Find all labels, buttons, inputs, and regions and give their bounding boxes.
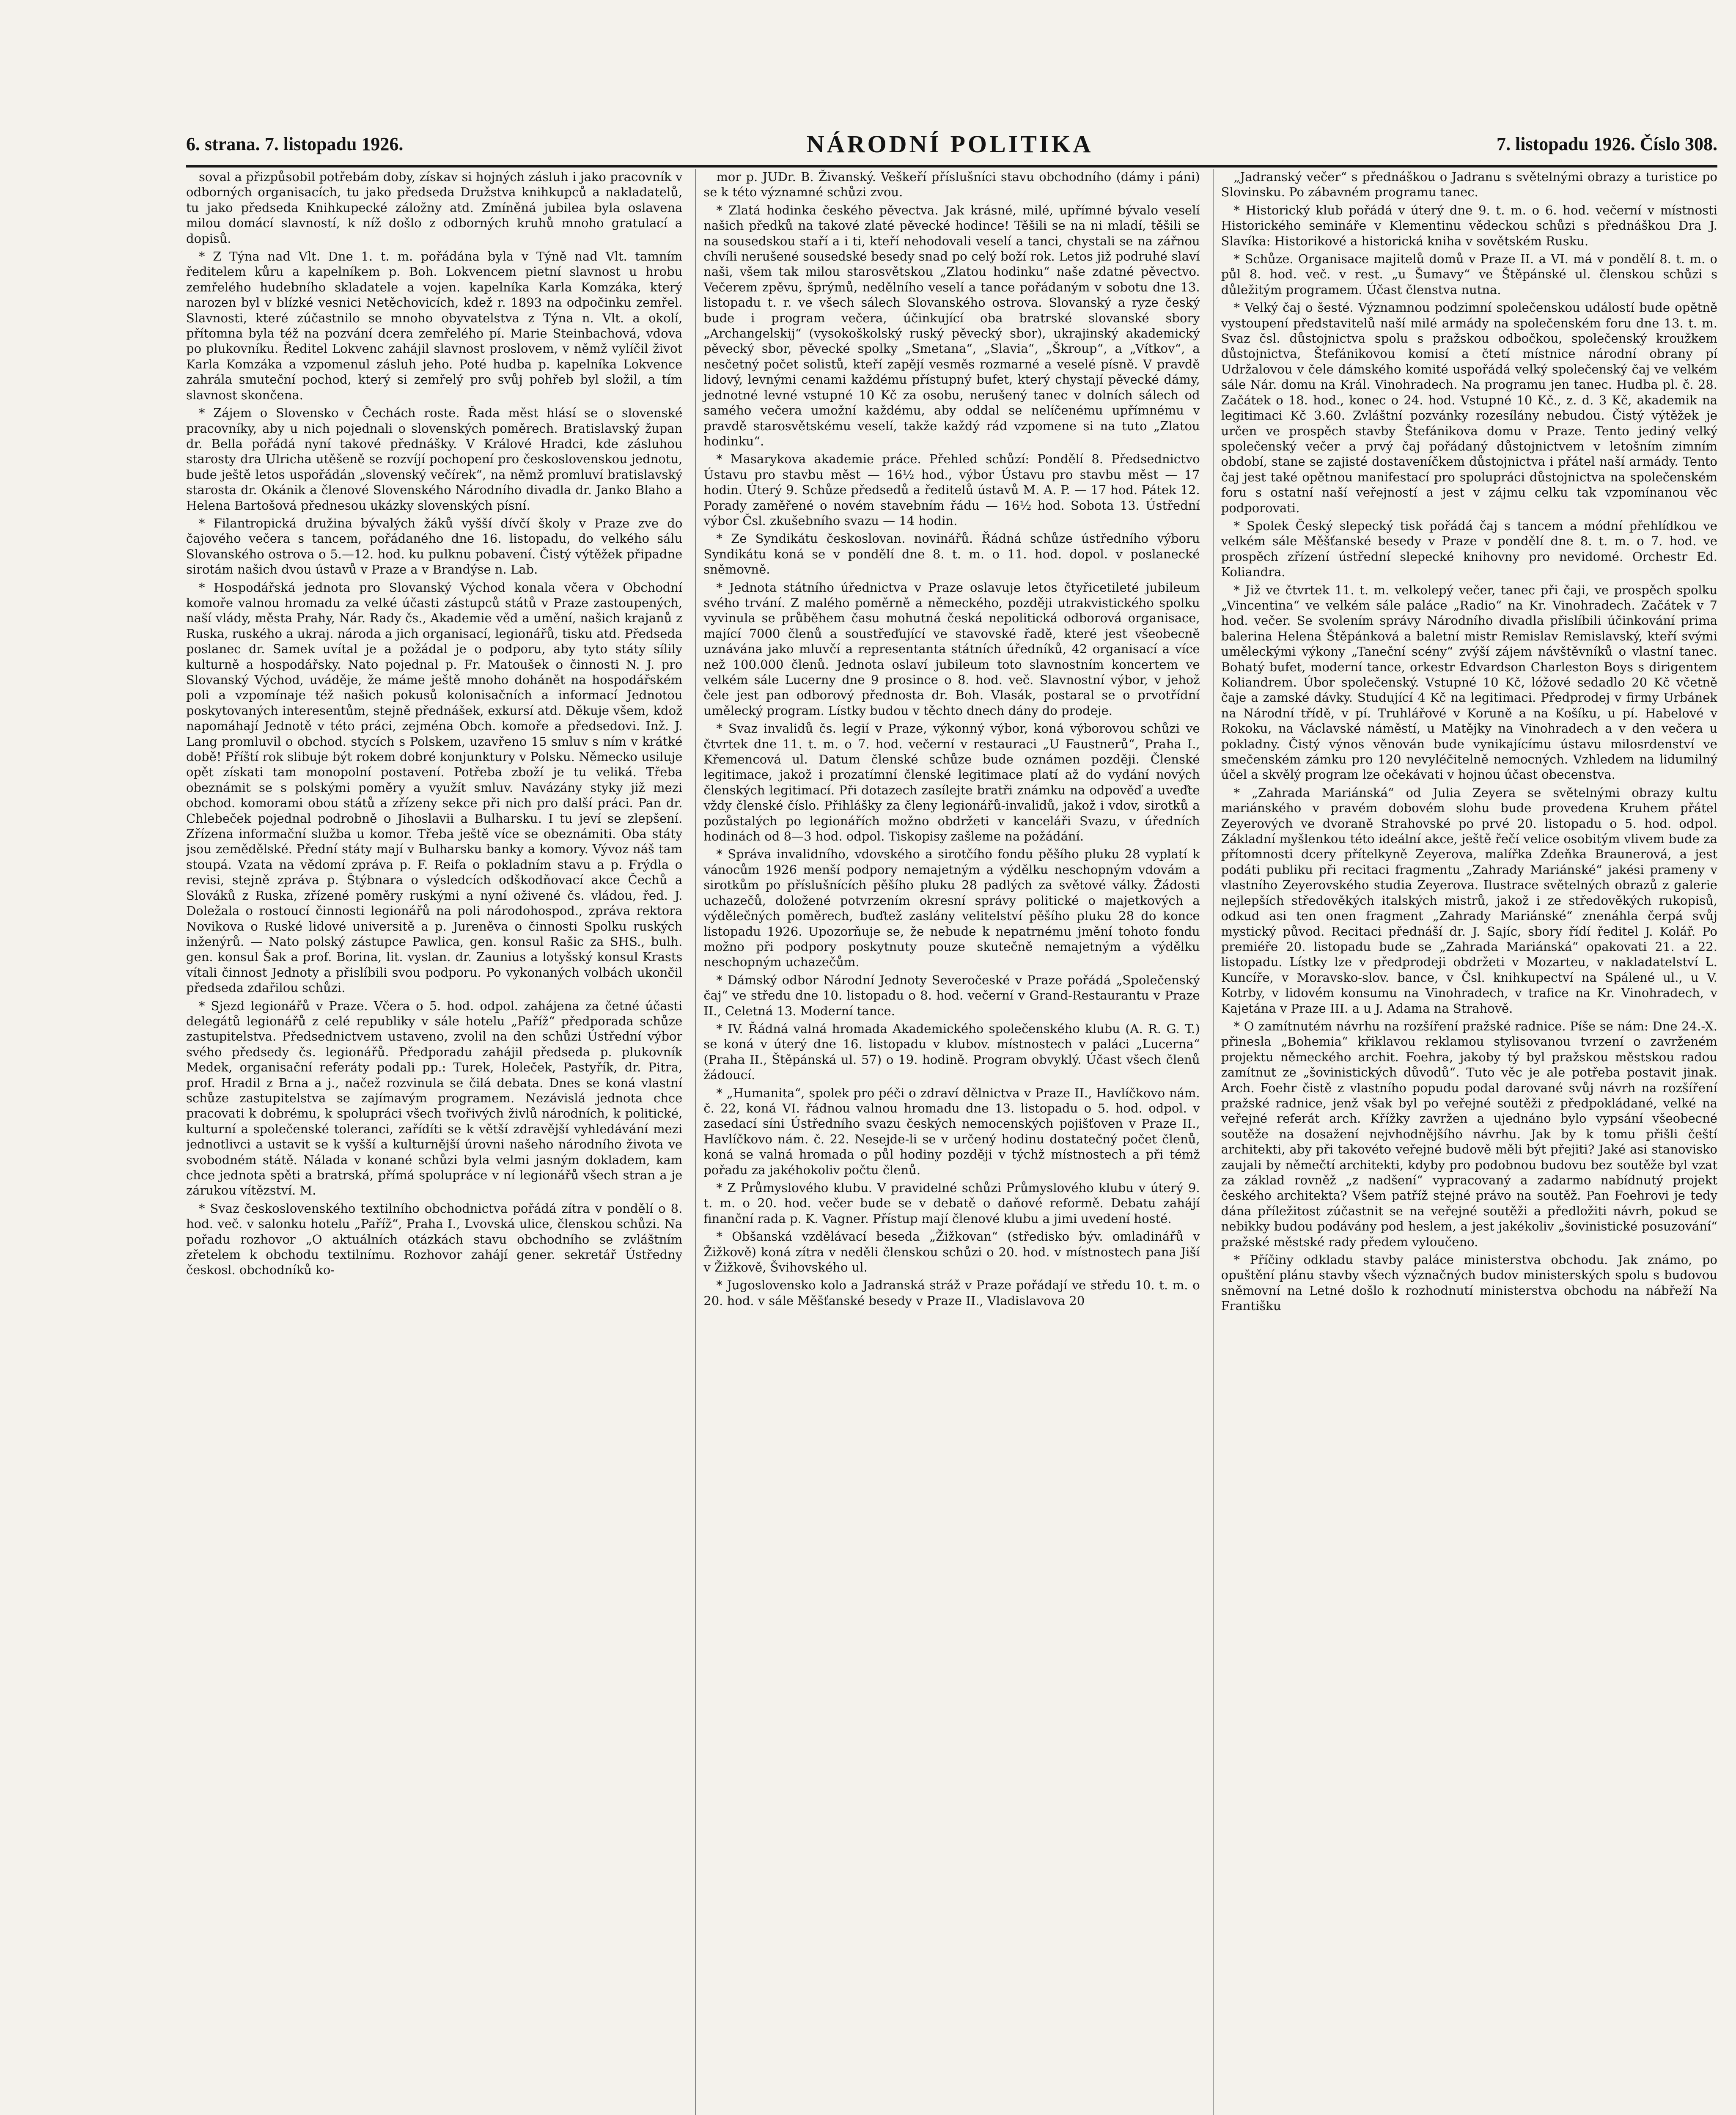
article-paragraph: * Velký čaj o šesté. Významnou podzimní společenskou událostí bude opětně vystoupení představitelů naší milé armády na společenském foru dne 13. t. m. Svaz čsl. důstojnictva spolu s pražskou odbočkou, společenský kroužkem důstojnictva, Štefánikovou komisí a čtetí místnice národní obrany pí Udržalovou v čele dámského komité uspořádá velký společenský čaj ve velkém sále Nár. domu na Král. Vinohradech. Na programu jen tanec. Hudba pl. č. 28. Začátek o 18. hod., konec o 24. hod. Vstupné 10 Kč., z. d. 3 Kč, akademik na legitimaci Kč 3.60. Zvláštní pozvánky rozesílány nebudou. Čistý výtěžek je určen ve prospěch stavby Štefánikova domu v Praze. Tento jediný velký společenský večer a prvý čaj pořádaný důstojnictvem v letošním zimním období, stane se zajisté dostaveníčkem důstojnictva i přátel naší armády. Tento čaj jest také opětnou manifestací pro spolupráci důstojnictva na společenském foru s ostatní naší veřejností a jest v zájmu celku tak vzpomínanou věc podporovati. xyxy=(1221,300,1717,515)
article-paragraph: * Z Průmyslového klubu. V pravidelné schůzi Průmyslového klubu v úterý 9. t. m. o 20. hod. večer bude se v debatě o daňové reformě. Debatu zahájí finanční rada p. K. Vagner. Přístup mají členové klubu a jimi uvedení hosté. xyxy=(703,1181,1200,1226)
article-paragraph: * O zamítnutém návrhu na rozšíření pražské radnice. Píše se nám: Dne 24.-X. přinesla „Bohemia“ křiklavou reklamou stylisovanou tvrzení o zavrženém projektu německého archit. Foehra, jakoby tý byl pražskou městskou radou zamítnut ze „šovinistických důvodů“. Tuto věc je ale potřeba postavit jinak. Arch. Foehr čistě z vlastního popudu podal darované svůj návrh na rozšíření pražské radnice, jenž však byl po veřejné soutěži z předpokládané, velké na veřejné referát arch. Křížky zavržen a ujednáno bylo vypsání všeobecné soutěže na dosažení nejvhodnějšího návrhu. Jak by k tomu přišli čeští architekti, aby při takovéto veřejné budově měli být přejiti? Jaké asi stanovisko zaujali by němečtí architekti, kdyby pro podobnou budovu bez soutěže byl vzat za základ rovněž „z nadšení“ vypracovaný a zadarmo nabídnutý projekt českého architekta? Všem patříž stejné právo na soutěž. Pan Foehrovi je tedy dána příležitost zúčastnit se na veřejné soutěži a předložiti návrh, pokud se nebikky budou podávány pod heslem, a jest jakékoliv „šovinistické posuzování“ pražské městské rady předem vyloučeno. xyxy=(1221,1019,1717,1249)
column-2 xyxy=(695,169,1200,2115)
columns xyxy=(186,169,1717,2115)
article-paragraph: * Hospodářská jednota pro Slovanský Východ konala včera v Obchodní komoře valnou hromadu za velké účasti zástupců států v Praze zastoupených, naší vlády, města Prahy, Nár. Rady čs., Akademie věd a umění, našich krajanů z Ruska, ruského a ukraj. národa a jich organisací, legionářů, tisku atd. Předseda poslanec dr. Samek uvítal je a požádal je o podporu, aby tyto státy sílily kulturně a hospodářsky. Nato pojednal p. Fr. Matoušek o činnosti N. J. pro Slovanský Východ, uváděje, že máme ještě mnoho dohánět na hospodářském poli a vzpomínaje též našich pokusů kolonisačních a informací Jednotou poskytovaných interesentům, stejně přednášek, exkursí atd. Děkuje všem, kdož napomáhají Jednotě v této práci, zejména Obch. komoře a předsedovi. Inž. J. Lang promluvil o obchod. stycích s Polskem, uzavřeno 15 smluv s ním v krátké době! Příští rok slibuje být rokem dobré konjunktury v Polsku. Německo usiluje opět získati tam monopolní postavení. Potřeba zboží je tu veliká. Třeba obeznámit se s polskými poměry a využít smluv. Navázány styky již mezi obchod. komorami obou států a zřízeny sekce při nich pro další práci. Pan dr. Chlebeček pojednal podrobně o Jihoslavii a Bulharsku. I tu jeví se zlepšení. Zřízena informační služba u komor. Třeba ještě více se obeznámiti. Oba státy jsou zemědělské. Přední státy mají v Bulharsku banky a komory. Vývoz náš tam stoupá. Vzata na vědomí zpráva p. F. Reifa o pokladním stavu a p. Frýdla o revisi, stejně zpráva p. Štýbnara o výsledcích odškodňovací akce Čechů a Slováků z Ruska, zřízené poměry ruskými a nyní oživené čs. vládou, řed. J. Doležala o rostoucí činnosti legionářů na poli národohospod., zpráva rektora Novikova o Ruské lidové universitě a p. Jureněva o činnosti Spolku ruských inženýrů. — Nato polský zástupce Pawlica, gen. konsul Rašic za SHS., bulh. gen. konsul Šak a prof. Borina, lit. vyslan. dr. Zaunius a lotyšský konsul Krasts vítali činnost Jednoty a přislíbili svou podporu. Po vykonaných volbách ukončil předseda zdařilou schůzi. xyxy=(186,580,683,995)
article-paragraph: * Spolek Český slepecký tisk pořádá čaj s tancem a módní přehlídkou ve velkém sále Měšťanské besedy v Praze v pondělí dne 8. t. m. o 7. hod. ve prospěch zřízení ústřední slepecké knihovny pro nevidomé. Orchestr Ed. Koliandra. xyxy=(1221,518,1717,580)
column-1 xyxy=(186,169,682,2115)
article-paragraph: * Svaz československého textilního obchodnictva pořádá zítra v pondělí o 8. hod. več. v salonku hotelu „Paříž“, Praha I., Lvovská ulice, členskou schůzi. Na pořadu rozhovor „O aktuálních otázkách stavu obchodního se zvláštním zřetelem k obchodu textilnímu. Rozhovor zahájí gener. sekretář Ústředny českosl. obchodníků ko- xyxy=(186,1201,683,1277)
article-paragraph: * Jugoslovensko kolo a Jadranská stráž v Praze pořádají ve středu 10. t. m. o 20. hod. v sále Měšťanské besedy v Praze II., Vladislavova 20 xyxy=(703,1278,1200,1308)
article-paragraph: * Historický klub pořádá v úterý dne 9. t. m. o 6. hod. večerní v místnosti Historického semináře v Klementinu vědeckou schůzi s přednáškou Dra J. Slavíka: Historikové a historická kniha v sovětském Rusku. xyxy=(1221,203,1717,248)
article-paragraph: * IV. Řádná valná hromada Akademického společenského klubu (A. R. G. T.) se koná v úterý dne 16. listopadu v klubov. místnostech v paláci „Lucerna“ (Praha II., Štěpánská ul. 57) o 19. hodině. Program obvyklý. Účast všech členů žádoucí. xyxy=(703,1021,1200,1082)
page-header xyxy=(186,127,1717,168)
header-right: 7. listopadu 1926. Číslo 308. xyxy=(1497,133,1717,154)
article-paragraph: soval a přizpůsobil potřebám doby, získav si hojných zásluh i jako pracovník v odborných organisacích, tu jako předseda Družstva knihkupců a nakladatelů, tu jako předseda Knihkupecké záložny atd. Zmíněná jubilea byla oslavena milou domácí slavností, k níž došlo z odborných kruhů mnoho gratulací a dopisů. xyxy=(186,170,683,246)
article-paragraph: * Příčiny odkladu stavby paláce ministerstva obchodu. Jak známo, po opuštění plánu stavby všech význačných budov ministerských spolu s budovou sněmovní na Letné došlo k rozhodnutí ministerstva obchodu na nábřeží Na Františku xyxy=(1221,1253,1717,1313)
article-paragraph: * Již ve čtvrtek 11. t. m. velkolepý večer, tanec při čaji, ve prospěch spolku „Vincentina“ ve velkém sále paláce „Radio“ na Kr. Vinohradech. Začátek v 7 hod. večer. Se svolením správy Národního divadla přislíbili účinkování prima balerina Helena Štěpánková a baletní mistr Remislav Remislavský, kteří svými uměleckými výkony „Taneční scény“ zvýší zájem návštěvníků o vlastní tanec. Bohatý bufet, moderní tance, orkestr Edvardson Charleston Boys s dirigentem Koliandrem. Úbor společenský. Vstupné 10 Kč, lóžové sedadlo 20 Kč včetně čaje a zamské dávky. Studující 4 Kč na legitimaci. Předprodej v firmy Urbánek na Národní třídě, v pí. Truhlářové v Koruně a na Košíku, u pí. Habelové v Rokoku, na Václavské náměstí, u Matějky na Vinohradech a v den večera u pokladny. Čistý výnos věnován bude vynikajícímu ústavu milosrdenství ve smečenském zámku pro 120 nevyléčitelně nemocných. Vzhledem na lidumilný účel a skvělý program lze očekávati v hojnou účast obecenstva. xyxy=(1221,582,1717,782)
newspaper-title: NÁRODNÍ POLITIKA xyxy=(806,130,1093,158)
article-paragraph: * Filantropická družina bývalých žáků vyšší dívčí školy v Praze zve do čajového večera s tancem, pořádaného dne 16. listopadu, do velkého sálu Slovanského ostrova o 5.—12. hod. ku pulknu pobavení. Čistý výtěžek připadne sirotám našich dvou ústavů v Praze a v Brandýse n. Lab. xyxy=(186,516,683,577)
article-paragraph: * Obšanská vzdělávací beseda „Žižkovan“ (středisko býv. omladinářů v Žižkově) koná zítra v neděli členskou schůzi o 20. hod. v místnostech pana Jiší v Žižkově, Švihovského ul. xyxy=(703,1229,1200,1275)
article-paragraph: * Svaz invalidů čs. legií v Praze, výkonný výbor, koná výborovou schůzi ve čtvrtek dne 11. t. m. o 7. hod. večerní v restauraci „U Faustnerů“, Praha I., Křemencová ul. Datum členské schůze bude oznámen později. Členské legitimace, jakož i prozatímní členské legitimace platí až do vydání nových členských legitimací. Při dotazech zasílejte bratři známku na odpověď a uveďte vždy členské číslo. Přihlášky za členy legionářů-invalidů, jakož i vdov, sirotků a pozůstalých po legionářích možno obdržeti v kanceláři Svazu, v úředních hodinách od 8—3 hod. odpol. Tiskopisy zašleme na požádání. xyxy=(703,721,1200,844)
article-paragraph: * Z Týna nad Vlt. Dne 1. t. m. pořádána byla v Týně nad Vlt. tamním ředitelem kůru a kapelníkem p. Boh. Lokvencem pietní slavnost u hrobu zemřelého hudebního skladatele a vojen. kapelníka Karla Komzáka, který narozen byl v blízké vesnici Netěchovicích, kdež r. 1893 na odpočinku zemřel. Slavnosti, které zúčastnilo se mnoho obyvatelstva z Týna n. Vlt. a okolí, přítomna byla též na pozvání dcera zemřelého pí. Marie Steinbachová, vdova po plukovníku. Ředitel Lokvenc zahájil slavnost proslovem, v němž vylíčil život Karla Komzáka a vzpomenul zásluh jeho. Poté hudba p. kapelníka Lokvence zahrála smuteční pochod, který si zemřelý pro svůj pohřeb byl složil, a tím slavnost skončena. xyxy=(186,249,683,402)
article-paragraph: * „Humanita“, spolek pro péči o zdraví dělnictva v Praze II., Havlíčkovo nám. č. 22, koná VI. řádnou valnou hromadu dne 13. listopadu o 5. hod. odpol. v zasedací síni Ústředního svazu českých nemocenských pojišťoven v Praze II., Havlíčkovo nám. č. 22. Nesejde-li se v určený hodinu dostatečný počet členů, koná se valná hromada o půl hodiny později v týchž místnostech a při témž pořadu za jakéhokoliv počtu členů. xyxy=(703,1085,1200,1177)
article-paragraph: * Masarykova akademie práce. Přehled schůzí: Pondělí 8. Předsednictvo Ústavu pro stavbu měst — 16½ hod., výbor Ústavu pro stavbu měst — 17 hodin. Úterý 9. Schůze předsedů a ředitelů ústavů M. A. P. — 17 hod. Pátek 12. Porady zaměřené o novém stavebním řádu — 16½ hod. Sobota 13. Ústřední výbor Čsl. zkušebního svazu — 14 hodin. xyxy=(703,452,1200,528)
article-paragraph: * „Zahrada Mariánská“ od Julia Zeyera se světelnými obrazy kultu mariánského v pravém dobovém slohu bude provedena Kruhem přátel Zeyerových ve dvoraně Strahovské po prvé 20. listopadu o 5. hod. odpol. Základní myšlenkou této ideální akce, ještě řečí velice osobitým vlivem bude za přítomnosti dcery přítelkyně Zeyerova, malířka Zdeňka Braunerová, a jest podáti publiku při recitaci fragmentu „Zahrady Mariánské“ jakési prameny v vlastního Zeyerovského studia Zeyerova. Ilustrace světelných obrazů z galerie nejlepších středověkých italských mistrů, jakož i ze středověkých rukopisů, odkud asi ten onen fragment „Zahrady Mariánské“ znenáhla čerpá svůj mystický původ. Recitaci přednáší dr. J. Sajíc, sbory řídí ředitel J. Kolář. Po premiéře 20. listopadu bude se „Zahrada Mariánská“ opakovati 21. a 22. listopadu. Lístky lze v předprodeji obdržeti v Mozarteu, v nakladatelství L. Kuncíře, v Moravsko-slov. bance, v Čsl. knihkupectví na Spálené ul., u V. Kotrby, v lidovém konsumu na Vinohradech, v trafice na Kr. Vinohradech, v Kajetána v Praze III. a u J. Adama na Strahově. xyxy=(1221,785,1717,1016)
column-3 xyxy=(1213,169,1717,2115)
article-paragraph: „Jadranský večer“ s přednáškou o Jadranu s světelnými obrazy a turistice po Slovinsku. Po zábavném programu tanec. xyxy=(1221,170,1717,200)
article-paragraph: * Správa invalidního, vdovského a sirotčího fondu pěšího pluku 28 vyplatí k vánocům 1926 menší podpory nemajetným a výdělku neschopným vdovám a sirotkům po příslušnících pěšího pluku 28 padlých za světové války. Žádosti uchazečů, doložené potvrzením okresní správy politické o majetkových a výdělečných poměrech, buďtež zaslány velitelství pěšího pluku 28 do konce listopadu 1926. Upozorňuje se, že nebude k nepatrnému jmění tohoto fondu možno při podpory poskytnuty pouze skutečně nemajetným a výdělku neschopným uchazečům. xyxy=(703,847,1200,970)
article-paragraph: * Zájem o Slovensko v Čechách roste. Řada měst hlásí se o slovenské pracovníky, aby u nich pojednali o slovenských poměrech. Bratislavský župan dr. Bella pořádá nyní takové přednášky. V Králové Hradci, kde zásluhou starosty dra Ulricha utěšeně se rozvíjí pochopení pro československou jednotu, bude ještě letos uspořádán „slovenský večírek“, na němž promluví bratislavský starosta dr. Okánik a členové Slovenského Národního divadla dr. Janko Blaho a Helena Bartošová přednesou ukázky slovenských písní. xyxy=(186,406,683,513)
article-paragraph: * Sjezd legionářů v Praze. Včera o 5. hod. odpol. zahájena za četné účasti delegátů legionářů z celé republiky v sále hotelu „Paříž“ předporada schůze zastupitelstva. Předsednictvem ustaveno, zvolil na den schůzi Ústřední výbor svého předsedy čs. legionářů. Předporadu zahájil předseda p. plukovník Medek, organisační referáty podali pp.: Turek, Holeček, Pastyřík, dr. Pitra, prof. Hradil z Brna a j., načež rozvinula se čilá debata. Dnes se koná vlastní schůze zastupitelstva se zajímavým programem. Nezávislá jednota chce pracovati k dobrému, k spolupráci všech tvořivých živlů národních, k politické, kulturní a společenské toleranci, zařídíti se k větší zdravější vyhledávání mezi jednotlivci a ustavit se k vyšší a kulturnější úrovni našeho národního života ve svobodném státě. Nálada v konané schůzi byla velmi jasným dokladem, kam chce jednota spěti a bratrská, přímá spolupráce v ní legionářů všech stran a je zárukou vítězství. M. xyxy=(186,998,683,1198)
article-paragraph: * Ze Syndikátu českoslovan. novinářů. Řádná schůze ústředního výboru Syndikátu koná se v pondělí dne 8. t. m. o 11. hod. dopol. v poslanecké sněmovně. xyxy=(703,531,1200,577)
article-paragraph: * Schůze. Organisace majitelů domů v Praze II. a VI. má v pondělí 8. t. m. o půl 8. hod. več. v rest. „u Šumavy“ ve Štěpánské ul. členskou schůzi s důležitým programem. Účast členstva nutna. xyxy=(1221,252,1717,297)
article-paragraph: * Zlatá hodinka českého pěvectva. Jak krásné, milé, upřímné bývalo veselí našich předků na takové zlaté pěvecké hodince! Těšili se na ni mladí, těšili se na sousedskou staří a i ti, kteří nehodovali veselí a tanci, chystali se na zářnou chvíli nerušené sousedské besedy snad po celý boží rok. Letos již podruhé slaví naši, všem tak milou starosvětskou „Zlatou hodinku“ naše zdatné pěvectvo. Večerem zpěvu, šprýmů, nedělního veselí a tance pořádaným v sobotu dne 13. listopadu t. r. ve všech sálech Slovanského ostrova. Slovanský a ryze český bude i program večera, účinkující oba bratrské slovanské sbory „Archangelskij“ (vysokoškolský ruský pěvecký sbor), ukrajinský akademický pěvecký sbor, pěvecké spolky „Smetana“, „Slavia“, „Škroup“, a „Vítkov“, a nesčetný počet solistů, kteří zapějí vesměs rozmarné a veselé písně. V pravdě lidový, levnými cenami každému přístupný bufet, který chystají pěvecké dámy, jednotné levné vstupné 10 Kč za osobu, nerušený tanec v dolních sálech od samého večera umožní každému, aby oddal se nelíčenému upřímnému v pravdě starosvětskému veselí, takže každý rád vzpomene si na tuto „Zlatou hodinku“. xyxy=(703,203,1200,448)
header-left: 6. strana. 7. listopadu 1926. xyxy=(186,133,404,154)
article-paragraph: * Jednota státního úřednictva v Praze oslavuje letos čtyřicetileté jubileum svého trvání. Z malého poměrně a německého, později utrakvistického spolku vyvinula se průběhem času mohutná česká nepolitická odborová organisace, mající 7000 členů a soustřeďující ve stavovské řadě, které jest všeobecně uznávána jako mluvčí a representanta státních úředníků, 42 organisací a více než 100.000 členů. Jednota oslaví jubileum toto slavnostním koncertem ve velkém sále Lucerny dne 9 prosince o 8. hod. več. Slavnostní výbor, v jehož čele jest pan odborový přednosta dr. Boh. Vlasák, postaral se o prvotřídní umělecký program. Lístky budou v těchto dnech dány do prodeje. xyxy=(703,580,1200,718)
article-paragraph: * Dámský odbor Národní Jednoty Severočeské v Praze pořádá „Společenský čaj“ ve středu dne 10. listopadu o 8. hod. večerní v Grand-Restaurantu v Praze II., Celetná 13. Moderní tance. xyxy=(703,972,1200,1018)
article-paragraph: mor p. JUDr. B. Živanský. Veškeří příslušníci stavu obchodního (dámy i páni) se k této významné schůzi zvou. xyxy=(703,170,1200,200)
